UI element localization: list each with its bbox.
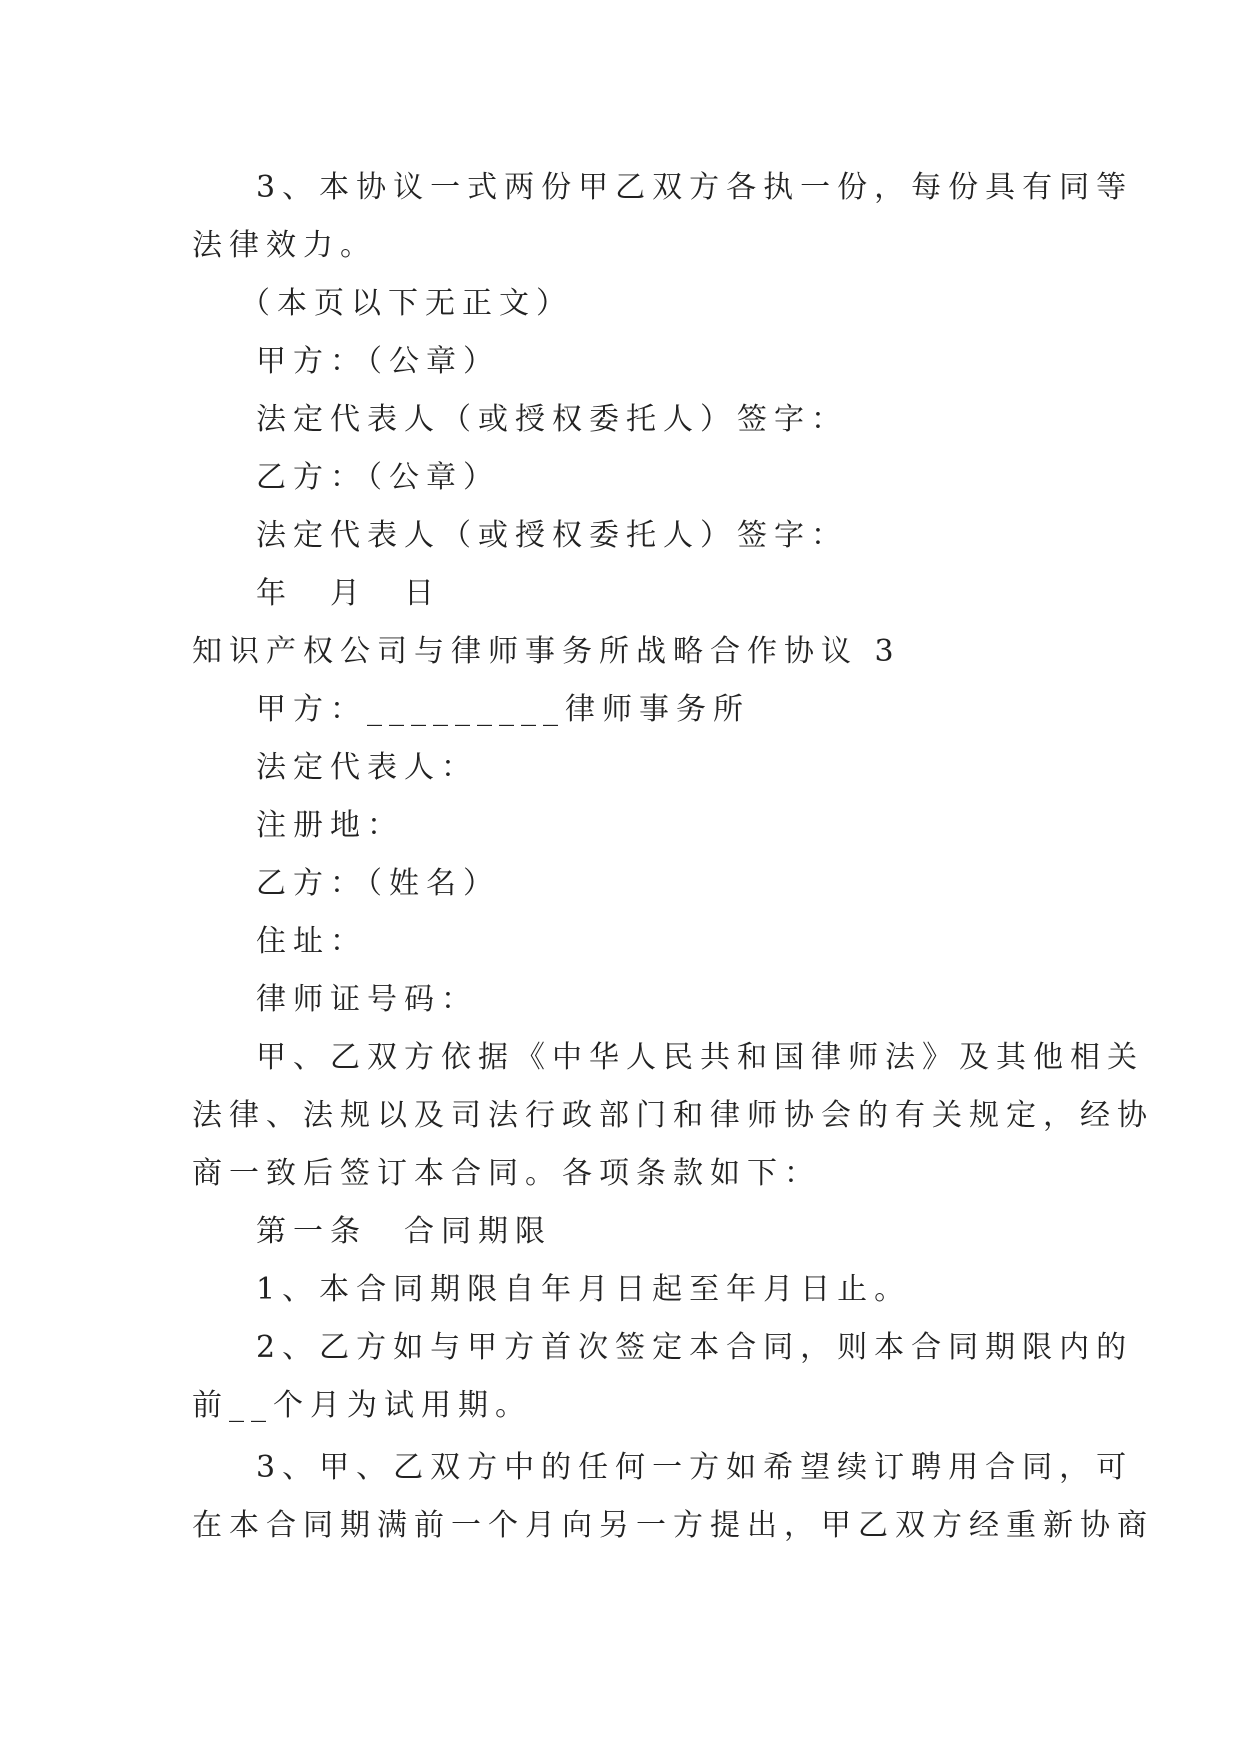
lawyer-license-number-label: 律师证号码： <box>256 982 478 1017</box>
registered-address-label: 注册地： <box>256 808 404 843</box>
article-1-item-1: 1、本合同期限自年月日起至年月日止。 <box>256 1272 912 1307</box>
party-b-name-label: 乙方：（姓名） <box>256 866 500 901</box>
preamble-line-2: 法律、法规以及司法行政部门和律师协会的有关规定，经协 <box>192 1098 1154 1133</box>
preamble-line-1: 甲、乙双方依据《中华人民共和国律师法》及其他相关 <box>256 1040 1144 1075</box>
party-b-seal-label: 乙方：（公章） <box>256 460 500 495</box>
party-a-law-firm-label: 甲方：_________律师事务所 <box>256 692 750 727</box>
preamble-line-3: 商一致后签订本合同。各项条款如下： <box>192 1156 821 1191</box>
party-a-representative-signature-label: 法定代表人（或授权委托人）签字： <box>256 402 848 437</box>
article-1-item-3-line-2: 在本合同期满前一个月向另一方提出，甲乙双方经重新协商 <box>192 1508 1154 1543</box>
article-1-item-2-line-2: 前__个月为试用期。 <box>192 1388 532 1423</box>
agreement-title: 知识产权公司与律师事务所战略合作协议 3 <box>192 634 901 669</box>
date-line: 年 月 日 <box>256 576 441 611</box>
article-1-item-2-line-1: 2、乙方如与甲方首次签定本合同，则本合同期限内的 <box>256 1330 1134 1365</box>
clause-3-copies-line-2: 法律效力。 <box>192 228 377 263</box>
clause-3-copies-line-1: 3、本协议一式两份甲乙双方各执一份，每份具有同等 <box>256 170 1134 205</box>
party-b-representative-signature-label: 法定代表人（或授权委托人）签字： <box>256 518 848 553</box>
legal-representative-label: 法定代表人： <box>256 750 478 785</box>
residence-label: 住址： <box>256 924 367 959</box>
article-1-heading: 第一条 合同期限 <box>256 1214 552 1249</box>
party-a-seal-label: 甲方：（公章） <box>256 344 500 379</box>
no-text-below-note: （本页以下无正文） <box>240 286 573 321</box>
article-1-item-3-line-1: 3、甲、乙双方中的任何一方如希望续订聘用合同，可 <box>256 1450 1134 1485</box>
